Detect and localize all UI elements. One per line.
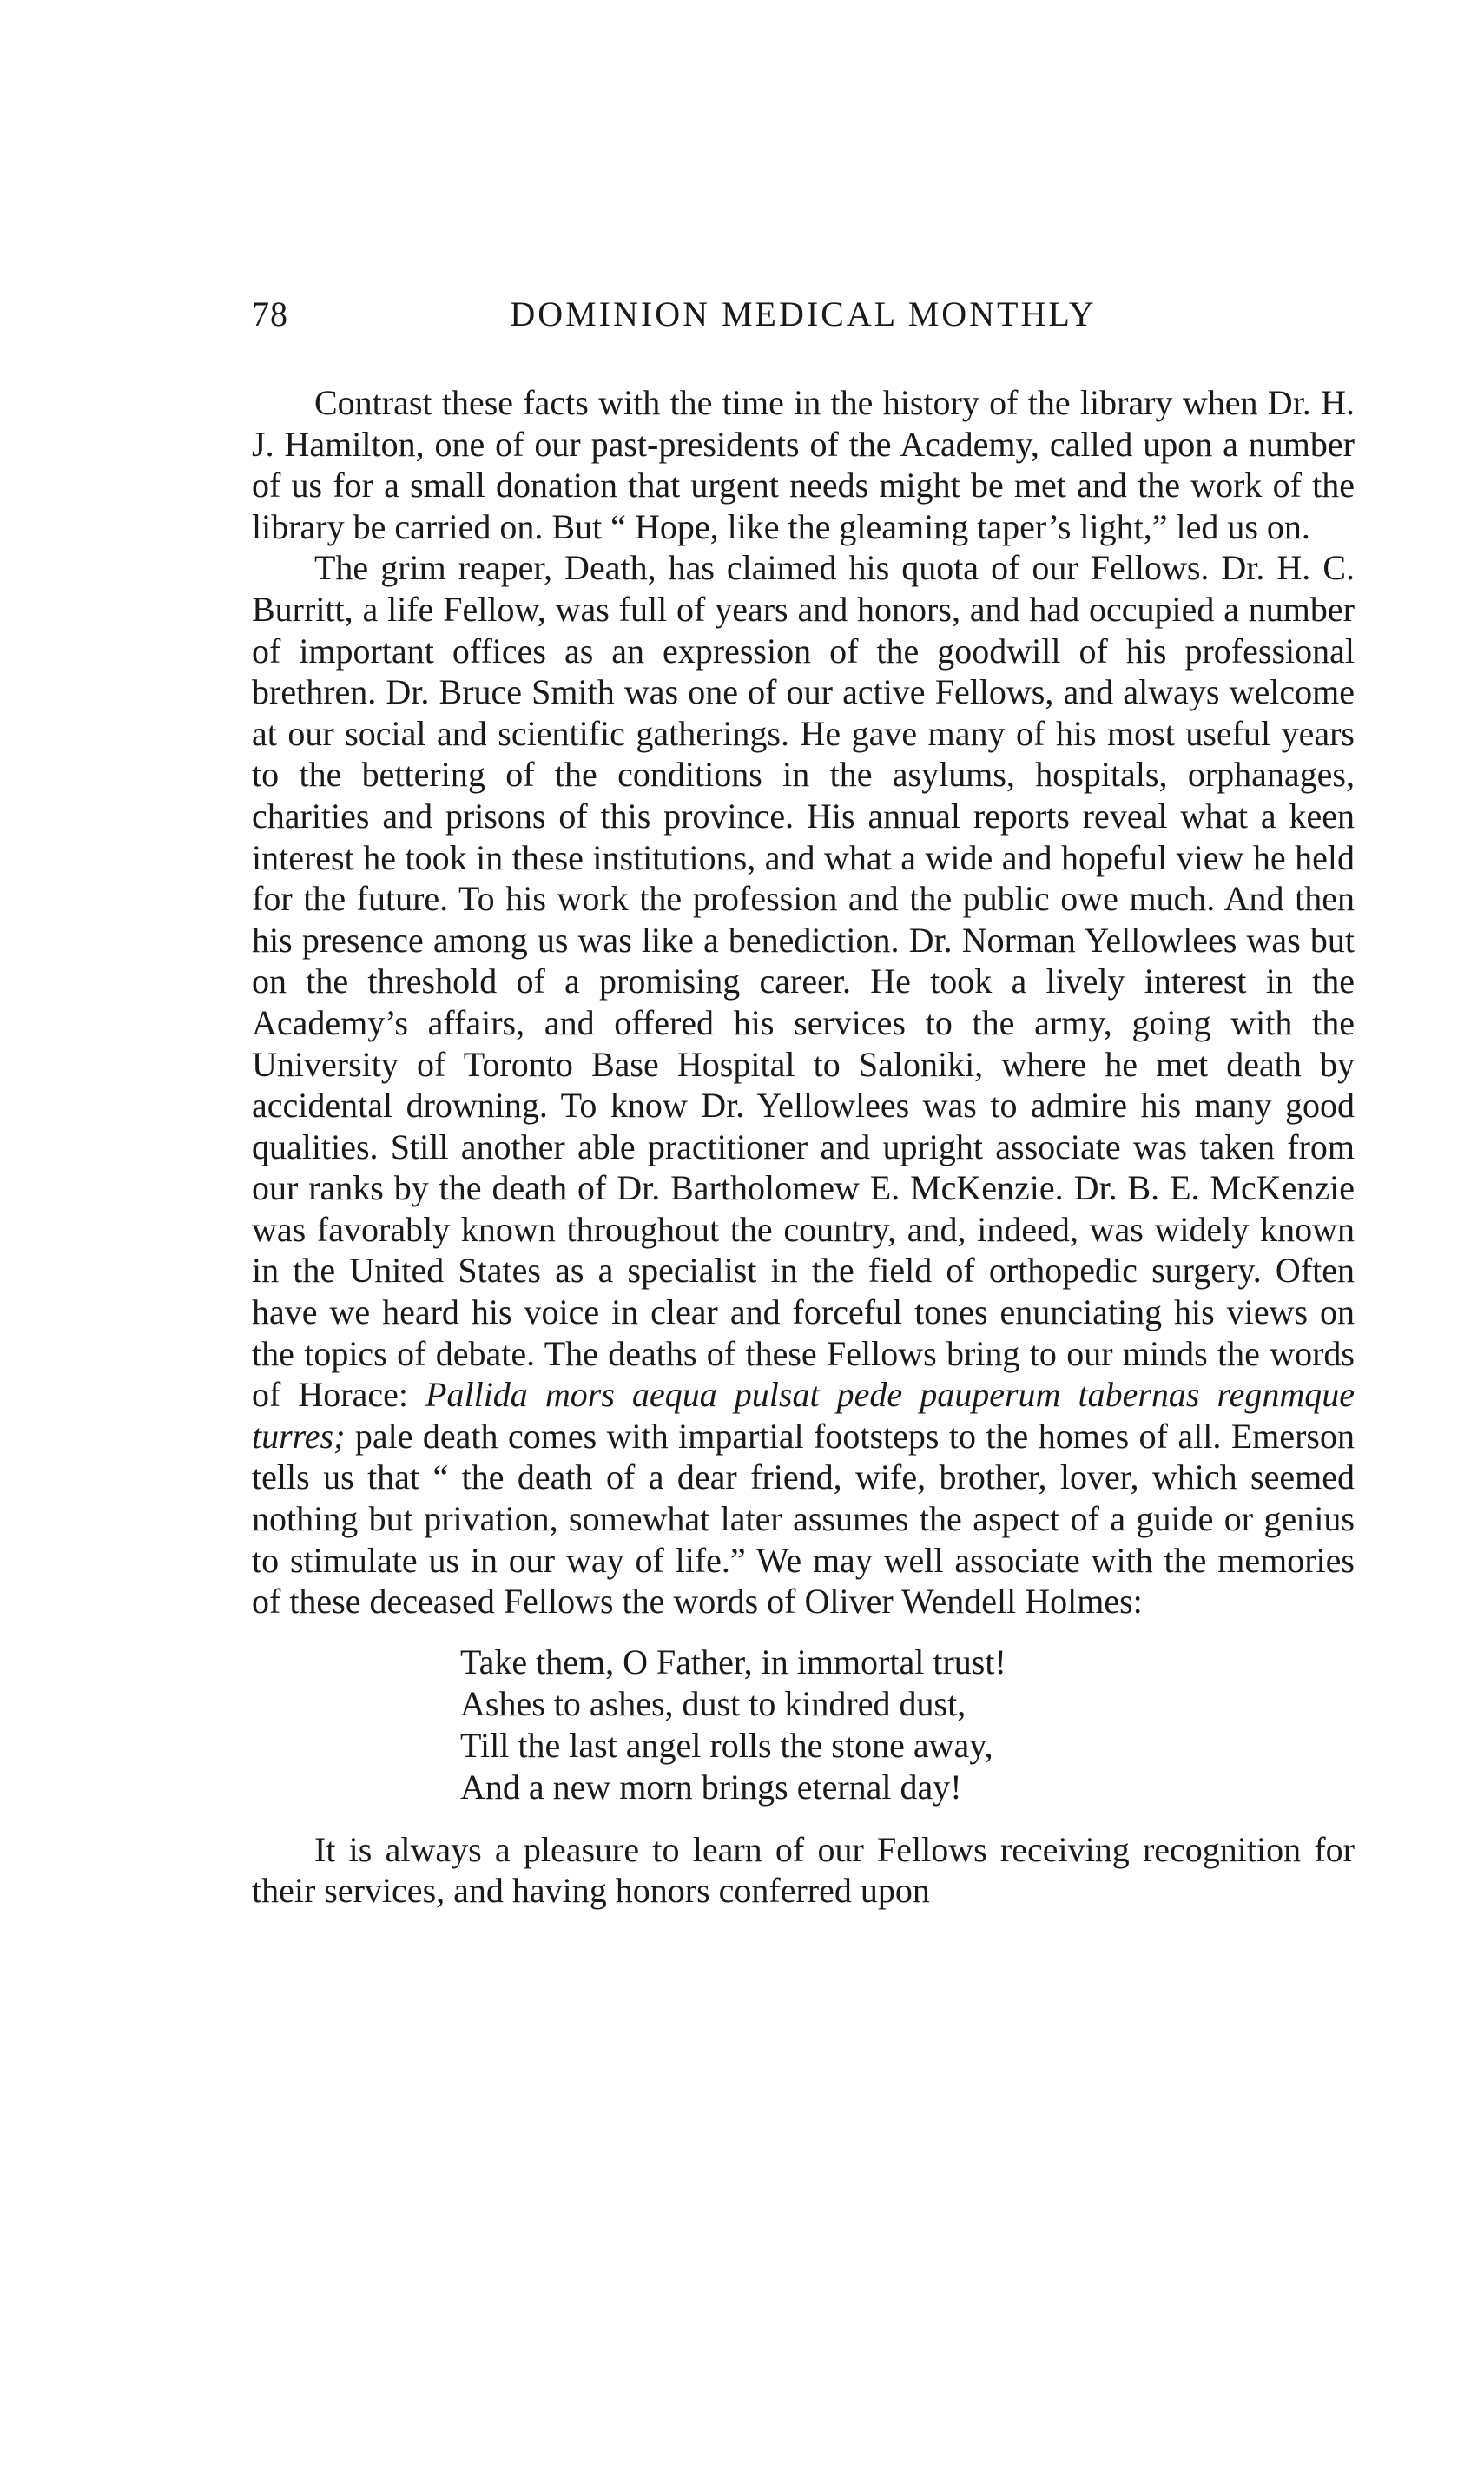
- verse-line: Take them, O Father, in immortal trust!: [460, 1642, 1006, 1681]
- paragraph-library-history: Contrast these facts with the time in the history of the library when Dr. H. J. Hamilton, one of our past-presidents of the Academy, called upon a number of us for a small donation that urgent needs might be met and the work of the library be carried on. But “ Hope, like the gleaming taper’s light,” led us on.: [252, 383, 1355, 546]
- journal-title: DOMINION MEDICAL MONTHLY: [510, 294, 1097, 334]
- paragraph-recognition: It is always a pleasure to learn of our Fellows receiving recognition for their services, and having honors conferred upon: [252, 1829, 1355, 1911]
- verse-line: And a new morn brings eternal day!: [460, 1767, 962, 1807]
- verse-line: Till the last angel rolls the stone away,: [460, 1725, 993, 1765]
- verse-line: Ashes to ashes, dust to kindred dust,: [460, 1683, 966, 1723]
- page-number: 78: [252, 294, 288, 334]
- paragraph-deceased-fellows: [252, 547, 1355, 1622]
- article-body: [252, 382, 1355, 1912]
- holmes-verse: [460, 1642, 1355, 1808]
- deceased-fellows-text-continued: pale death comes with impartial footsteps to the homes of all. Emerson tells us that “ the death of a dear friend, wife, brother, lover, which seemed nothing but privation, somewhat later assumes the aspect of a guide or genius to stimulate us in our way of life.” We may well associate with the memories of these deceased Fellows the words of Oliver Wendell Holmes:: [252, 1416, 1355, 1622]
- running-head: [252, 294, 1355, 339]
- horace-latin-quote: Pallida mors aequa pulsat pede pauperum tabernas regnmque turres;: [252, 1375, 1355, 1456]
- deceased-fellows-text: The grim reaper, Death, has claimed his quota of our Fellows. Dr. H. C. Burritt, a life Fellow, was full of years and honors, and had occupied a number of important offices as an expression of the goodwill of his professional brethren. Dr. Bruce Smith was one of our active Fellows, and always welcome at our social and scientific gatherings. He gave many of his most useful years to the bettering of the conditions in the asylums, hospitals, orphanages, charities and prisons of this province. His annual reports reveal what a keen interest he took in these institutions, and what a wide and hopeful view he held for the future. To his work the profession and the public owe much. And then his presence among us was like a benediction. Dr. Norman Yellowlees was but on the threshold of a promising career. He took a lively interest in the Academy’s affairs, and offered his services to the army, going with the University of Toronto Base Hospital to Saloniki, where he met death by accidental drowning. To know Dr. Yellowlees was to admire his many good qualities. Still another able practitioner and upright associate was taken from our ranks by the death of Dr. Bartholomew E. McKenzie. Dr. B. E. McKenzie was favorably known throughout the country, and, indeed, was widely known in the United States as a specialist in the field of orthopedic surgery. Often have we heard his voice in clear and forceful tones enunciating his views on the topics of debate. The deaths of these Fellows bring to our minds the words of Horace:: [252, 548, 1355, 1415]
